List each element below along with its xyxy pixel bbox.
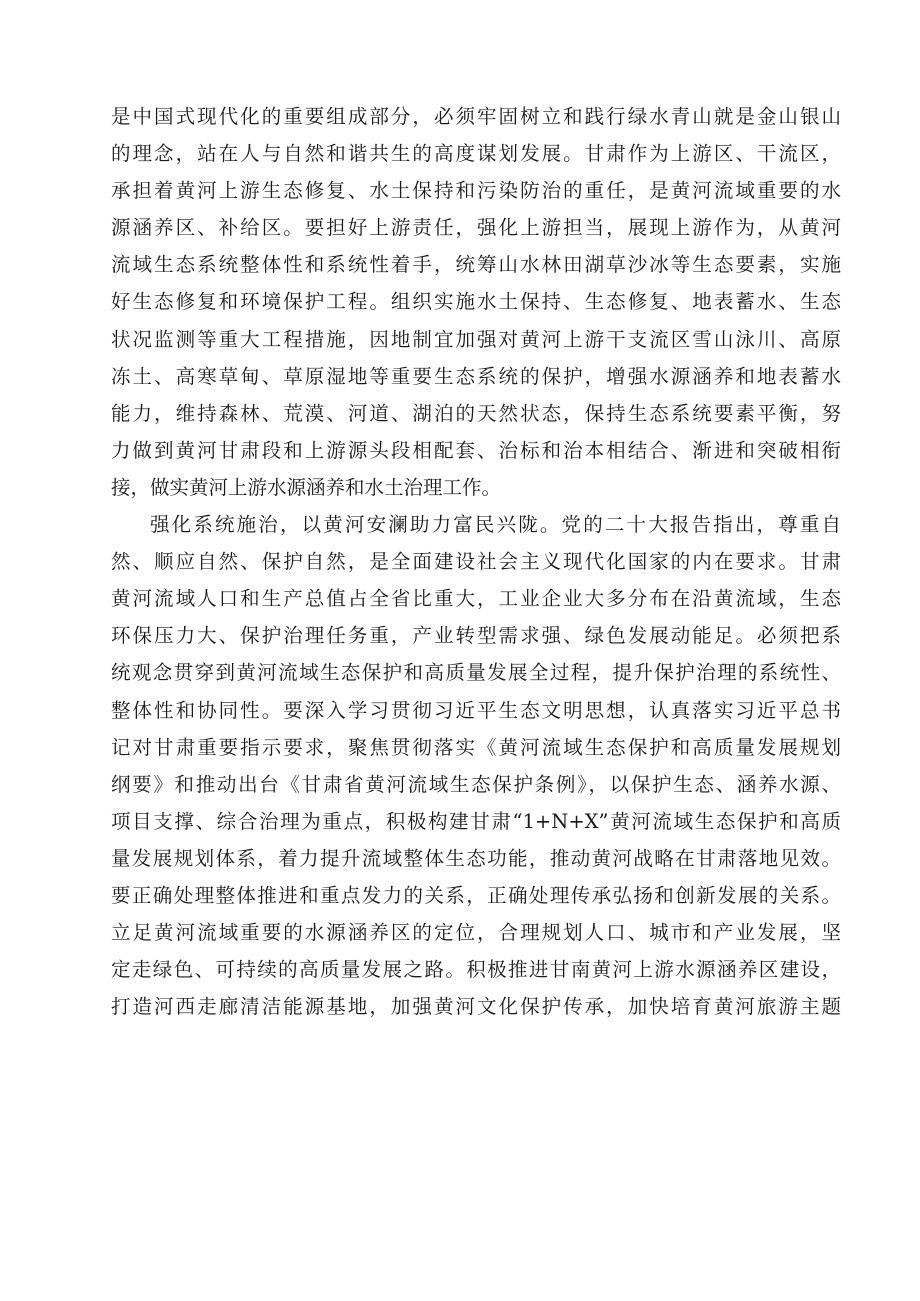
text-line: 接，做实黄河上游水源涵养和水土治理工作。 <box>111 475 502 499</box>
text-line: 量发展规划体系，着力提升流域整体生态功能，推动黄河战略在甘肃落地见效。 <box>111 846 841 870</box>
text-line: 强化系统施治，以黄河安澜助力富民兴陇。党的二十大报告指出，尊重自 <box>150 513 841 537</box>
text-line: 流域生态系统整体性和系统性着手，统筹山水林田湖草沙冰等生态要素，实施 <box>111 253 841 277</box>
text-line: 环保压力大、保护治理任务重，产业转型需求强、绿色发展动能足。必须把系 <box>111 624 841 648</box>
text-line: 统观念贯穿到黄河流域生态保护和高质量发展全过程，提升保护治理的系统性、 <box>111 661 841 685</box>
text-line: 承担着黄河上游生态修复、水土保持和污染防治的重任，是黄河流域重要的水 <box>111 179 841 203</box>
text-line: 记对甘肃重要指示要求，聚焦贯彻落实《黄河流域生态保护和高质量发展规划 <box>111 735 841 759</box>
text-line: 冻土、高寒草甸、草原湿地等重要生态系统的保护，增强水源涵养和地表蓄水 <box>111 364 841 388</box>
text-line: 定走绿色、可持续的高质量发展之路。积极推进甘南黄河上游水源涵养区建设， <box>111 958 841 982</box>
text-line: 源涵养区、补给区。要担好上游责任，强化上游担当，展现上游作为，从黄河 <box>111 216 841 240</box>
text-line: 的理念，站在人与自然和谐共生的高度谋划发展。甘肃作为上游区、干流区， <box>111 142 841 166</box>
paragraph-1 <box>111 98 841 506</box>
text-line: 力做到黄河甘肃段和上游源头段相配套、治标和治本相结合、渐进和突破相衔 <box>111 438 841 462</box>
text-line: 打造河西走廊清洁能源基地，加强黄河文化保护传承，加快培育黄河旅游主题 <box>111 995 841 1019</box>
text-line: 是中国式现代化的重要组成部分，必须牢固树立和践行绿水青山就是金山银山 <box>111 105 841 128</box>
text-line: 能力，维持森林、荒漠、河道、湖泊的天然状态，保持生态系统要素平衡，努 <box>111 401 841 425</box>
text-line: 项目支撑、综合治理为重点，积极构建甘肃“1+N+X”黄河流域生态保护和高质 <box>111 809 841 833</box>
text-line: 黄河流域人口和生产总值占全省比重大，工业企业大多分布在沿黄流域，生态 <box>111 587 841 611</box>
text-line: 立足黄河流域重要的水源涵养区的定位，合理规划人口、城市和产业发展，坚 <box>111 921 841 945</box>
paragraph-2 <box>111 506 841 1025</box>
text-line: 整体性和协同性。要深入学习贯彻习近平生态文明思想，认真落实习近平总书 <box>111 698 841 722</box>
text-line: 状况监测等重大工程措施，因地制宜加强对黄河上游干支流区雪山泳川、高原 <box>111 327 841 351</box>
text-line: 好生态修复和环境保护工程。组织实施水土保持、生态修复、地表蓄水、生态 <box>111 290 841 314</box>
body-text <box>111 98 841 1025</box>
text-line: 纲要》和推动出台《甘肃省黄河流域生态保护条例》，以保护生态、涵养水源、 <box>111 772 841 796</box>
text-line: 然、顺应自然、保护自然，是全面建设社会主义现代化国家的内在要求。甘肃 <box>111 550 841 574</box>
text-line: 要正确处理整体推进和重点发力的关系，正确处理传承弘扬和创新发展的关系。 <box>111 883 841 907</box>
